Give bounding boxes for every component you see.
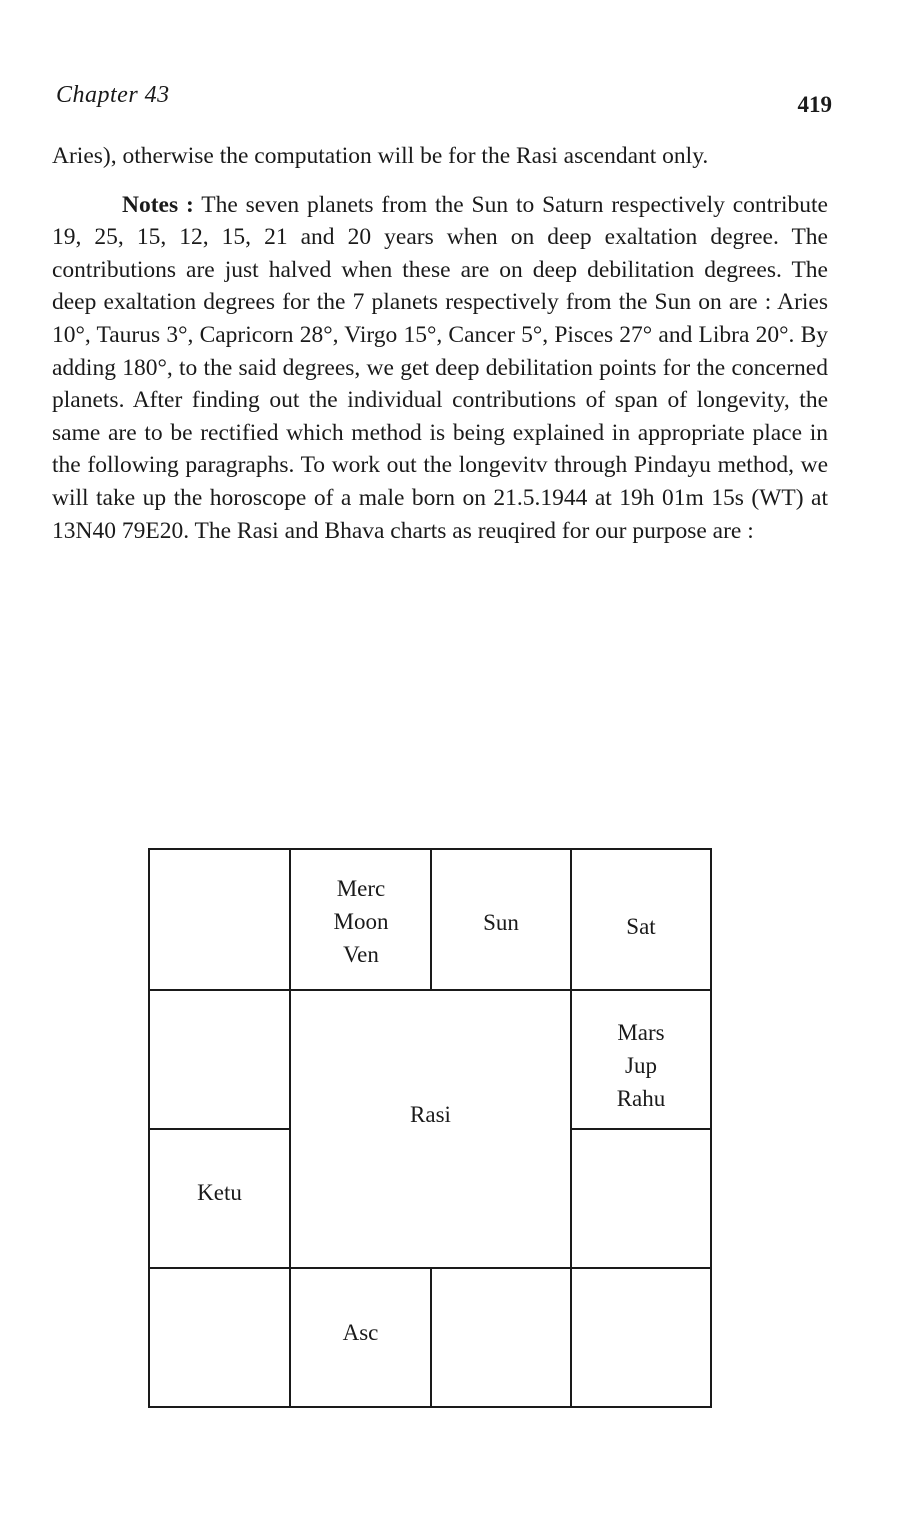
chapter-title: Chapter 43 — [56, 82, 170, 108]
notes-paragraph — [52, 189, 828, 548]
body-text — [52, 140, 828, 547]
chart-line — [150, 1267, 710, 1269]
chart-line — [430, 1268, 432, 1406]
notes-text: The seven planets from the Sun to Saturn respectively contribute 19, 25, 15, 12, 15, 21 and 20 years when on deep exaltation degree. The contributions are just halved when these are on deep debilitation degrees. The deep exaltation degrees for the 7 planets respectively from the Sun on are : Aries 10°, Taurus 3°, Capricorn 28°, Virgo 15°, Cancer 5°, Pisces 27° and Libra 20°. By adding 180°, to the said degrees, we get deep debilitation points for the concerned planets. After finding out the individual contributions of span of longevity, the same are to be rectified which method is being explained in appropriate place in the following paragraphs. To work out the longevitv through Pindayu method, we will take up the horoscope of a male born on 21.5.1944 at 19h 01m 15s (WT) at 13N40 79E20. The Rasi and Bhava charts as reuqired for our purpose are : — [52, 191, 828, 544]
house-scorpio: Asc — [342, 1320, 379, 1345]
page-number: 419 — [797, 92, 832, 117]
chart-line — [150, 1128, 290, 1130]
house-capricorn: Ketu — [197, 1180, 242, 1205]
house-gemini: Sat — [626, 914, 656, 939]
chart-line — [570, 1128, 710, 1130]
house-taurus: Sun — [483, 910, 519, 935]
notes-label: Notes : — [122, 191, 194, 218]
paragraph-continuation: Aries), otherwise the computation will be for the Rasi ascendant only. — [52, 143, 709, 169]
chart-center-title: Rasi — [410, 1102, 451, 1127]
house-aries: Merc Moon Ven — [333, 876, 389, 967]
running-head — [56, 82, 832, 116]
house-cancer: Mars Jup Rahu — [616, 1020, 666, 1111]
rasi-chart — [148, 848, 712, 1408]
chart-line — [150, 989, 710, 991]
